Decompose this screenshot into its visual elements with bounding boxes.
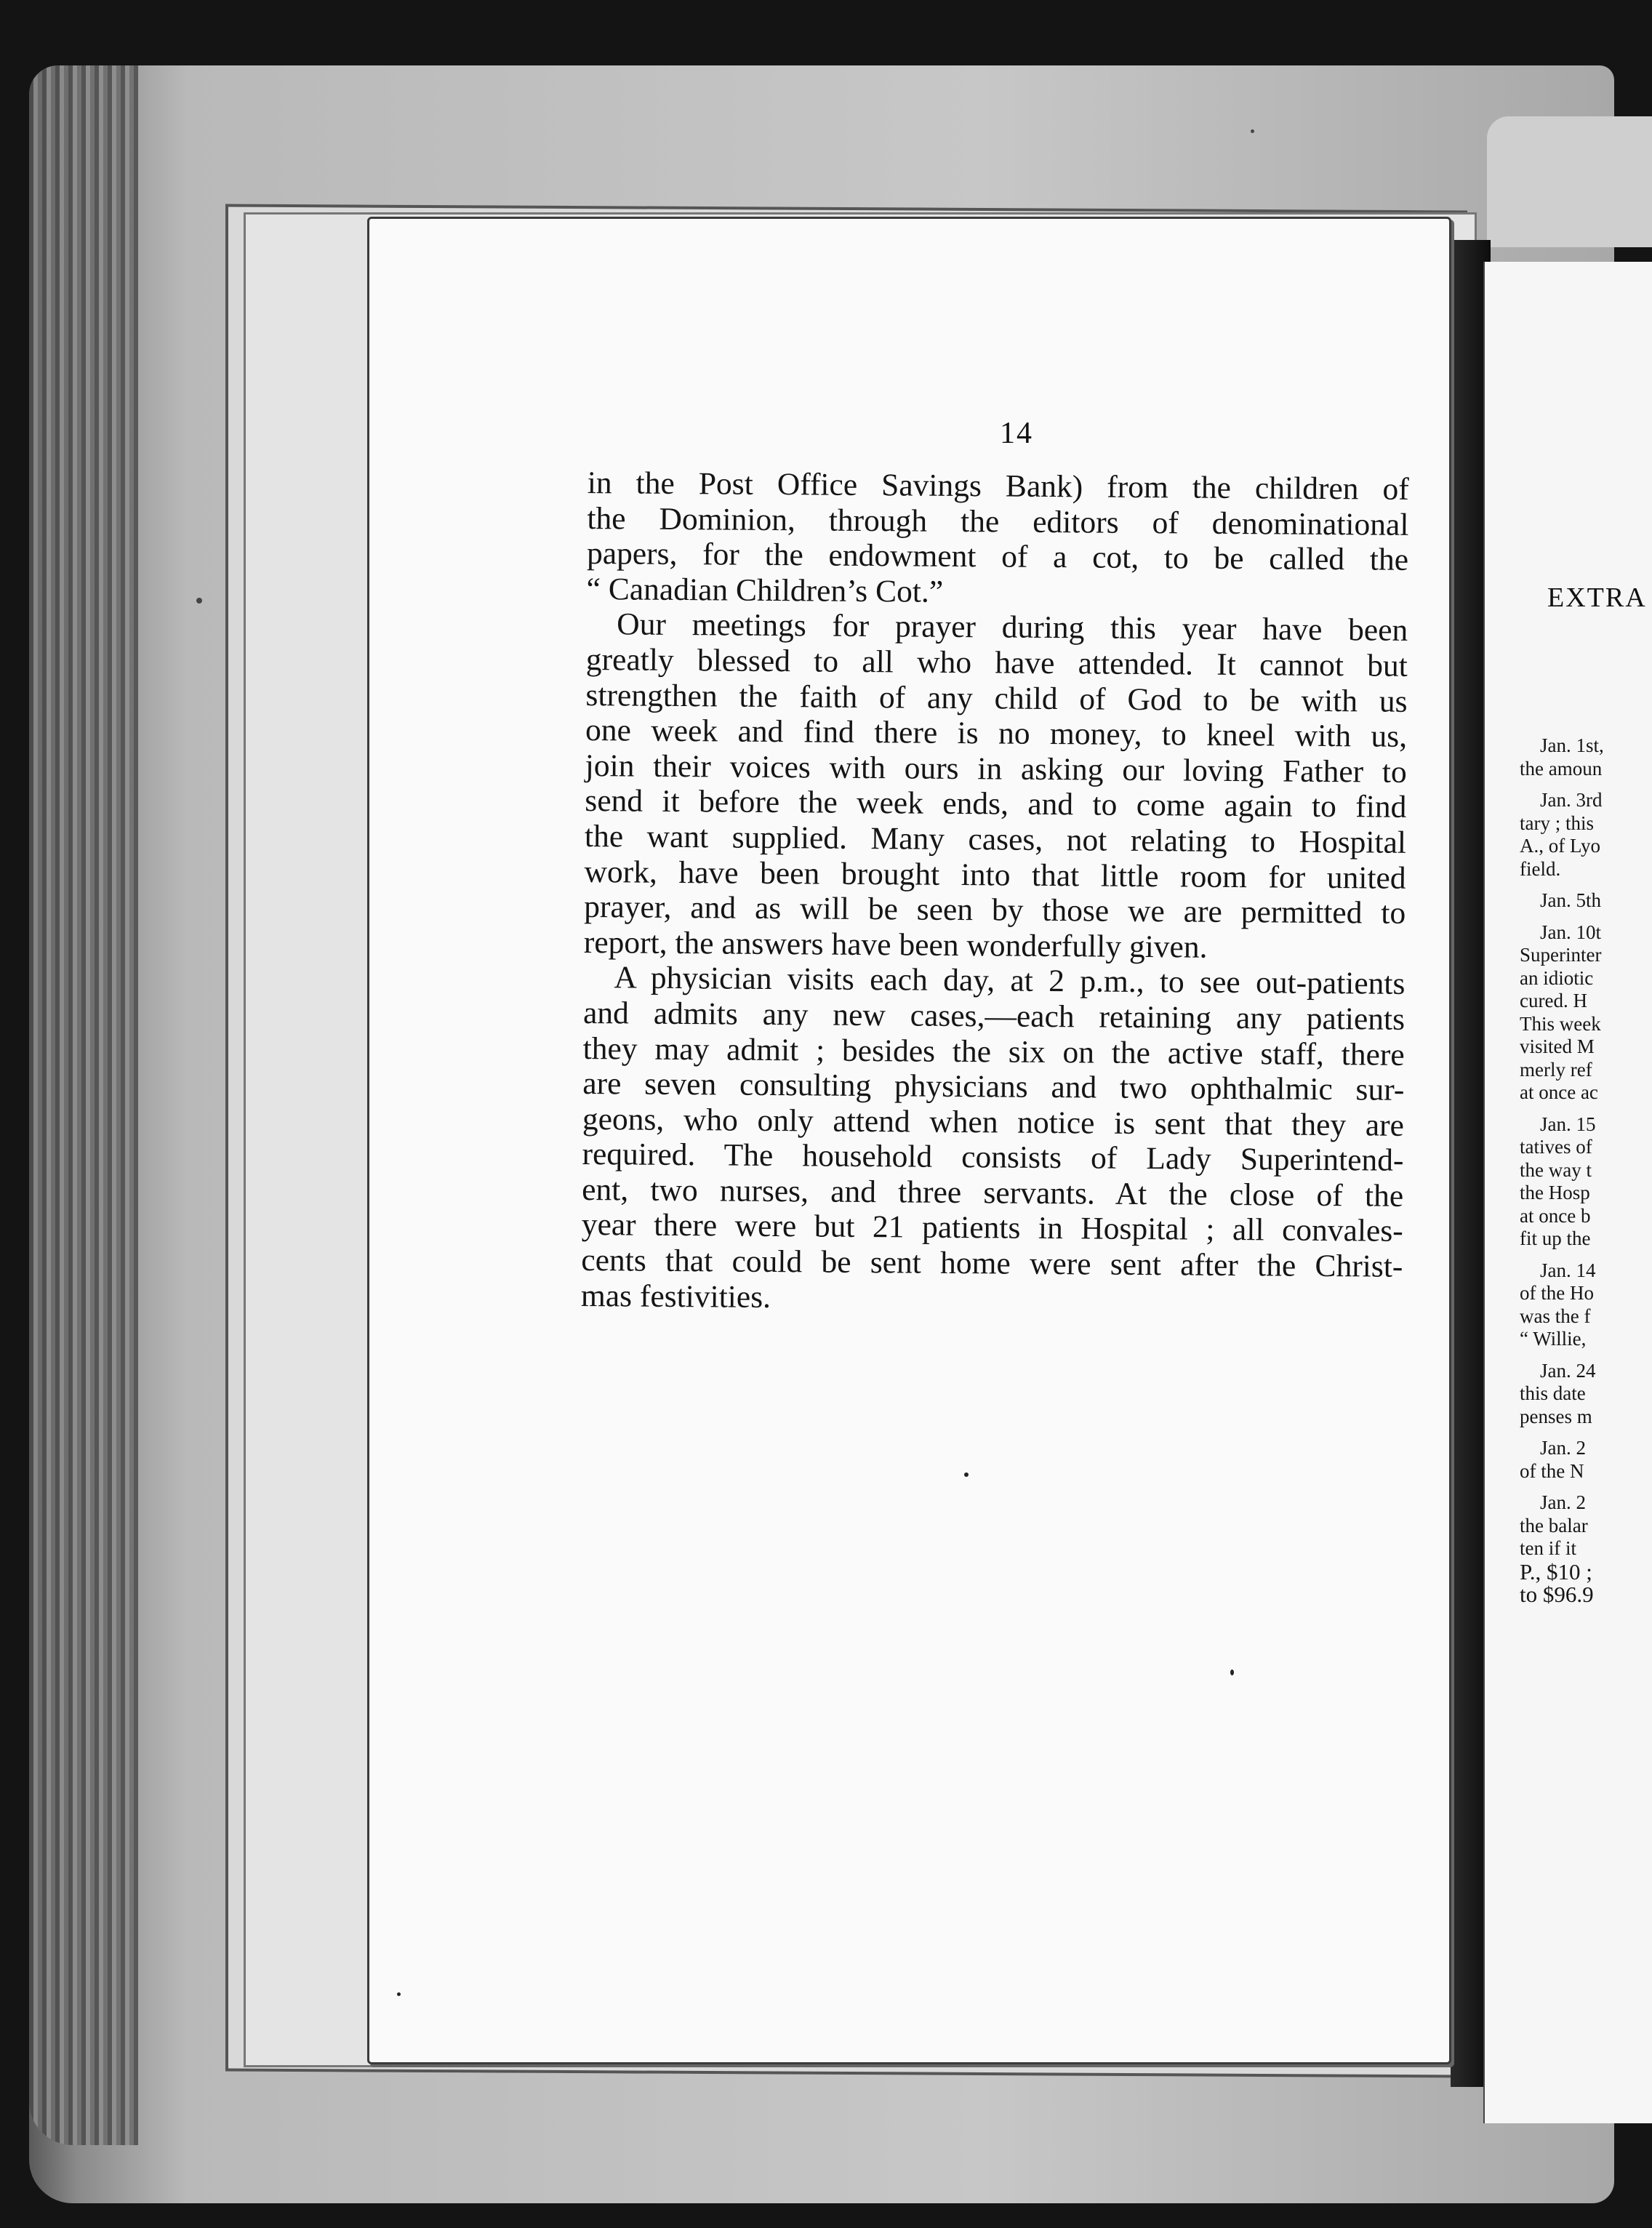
text-line: Jan. 1st, [1540,734,1604,756]
text-line: visited M [1520,1035,1595,1057]
text-line: A physician visits each day, at 2 p.m., to see out-patients [614,960,1406,1002]
text-line: year there were but 21 patients in Hospital ; all convales- [581,1207,1403,1249]
text-line: Jan. 2 [1540,1437,1586,1459]
text-line: send it before the week ends, and to come again to find [585,783,1407,825]
ink-speck [196,598,202,604]
text-line: Jan. 2 [1540,1491,1586,1513]
text-line: this date [1520,1382,1586,1404]
text-line: This week [1520,1012,1601,1035]
ink-speck [397,1992,401,1996]
text-line: Jan. 14 [1540,1259,1596,1281]
text-line: was the f [1520,1305,1591,1327]
text-line: are seven consulting physicians and two ophthalmic sur- [582,1066,1405,1107]
facing-page-text [1520,734,1652,1606]
text-line: the want supplied. Many cases, not relating to Hospital [584,818,1407,860]
text-line: of the Ho [1520,1282,1594,1304]
text-line: Superinter [1520,944,1602,966]
text-line: at once ac [1520,1081,1598,1103]
ink-speck [964,1472,969,1477]
text-line: the Hosp [1520,1182,1590,1203]
text-line: mas festivities. [580,1278,771,1315]
text-line: join their voices with ours in asking our loving Father to [585,748,1407,790]
text-line: at once b [1520,1204,1591,1227]
text-line: Jan. 10t [1540,921,1601,943]
text-line: P., $10 ; [1520,1558,1592,1584]
text-line: tary ; this [1520,812,1594,834]
facing-page-heading: EXTRA [1547,582,1647,613]
page-number: 14 [1000,417,1033,450]
text-line: work, have been brought into that little room for united [584,854,1406,896]
text-line: “ Willie, [1520,1328,1587,1350]
text-line: in the Post Office Savings Bank) from the children of [587,465,1409,507]
text-line: fit up the [1520,1227,1591,1249]
text-line: ten if it [1520,1537,1576,1559]
text-line: an idiotic [1520,966,1594,989]
text-line: “ Canadian Children’s Cot.” [586,571,944,609]
text-line: Jan. 3rd [1540,789,1603,811]
ink-speck [1230,1670,1234,1675]
text-line: prayer, and as will be seen by those we are permitted to [584,889,1406,931]
text-line: geons, who only attend when notice is sent that they are [582,1101,1405,1143]
text-line: Jan. 5th [1540,889,1601,911]
text-line: required. The household consists of Lady Superintend- [582,1137,1404,1179]
text-line: of the N [1520,1459,1584,1482]
text-line: Jan. 24 [1540,1359,1596,1382]
text-line: penses m [1520,1405,1592,1427]
facing-page-top-edge [1487,116,1652,247]
text-line: the way t [1520,1158,1592,1181]
text-line: and admits any new cases,—each retaining any patients [582,995,1406,1037]
text-line: cured. H [1520,990,1587,1011]
text-line: field. [1520,857,1561,880]
text-line: papers, for the endowment of a cot, to be called the [586,536,1409,578]
text-line: the Dominion, through the editors of denominational [587,500,1409,542]
text-line: the balar [1520,1514,1588,1536]
text-line: the amoun [1520,757,1603,780]
text-line: merly ref [1520,1058,1592,1081]
text-line: A., of Lyo [1520,835,1600,857]
ink-speck [1251,129,1254,133]
text-line: greatly blessed to all who have attended. It cannot but [585,641,1408,684]
text-line: cents that could be sent home were sent after the Christ- [581,1243,1403,1284]
text-line: strengthen the faith of any child of God to be with us [585,677,1408,719]
text-line: they may admit ; besides the six on the active staff, there [582,1030,1405,1073]
text-line: Our meetings for prayer during this year have been [617,606,1408,649]
text-line: tatives of [1520,1136,1592,1158]
text-line: ent, two nurses, and three servants. At the close of the [581,1171,1404,1214]
text-line: one week and find there is no money, to kneel with us, [585,713,1408,755]
left-page-body-text [581,465,1409,1320]
text-line: to $96.9 [1520,1582,1594,1606]
text-line: report, the answers have been wonderfully given. [583,924,1208,965]
book-page-edges [29,65,138,2145]
text-line: Jan. 15 [1540,1113,1596,1135]
